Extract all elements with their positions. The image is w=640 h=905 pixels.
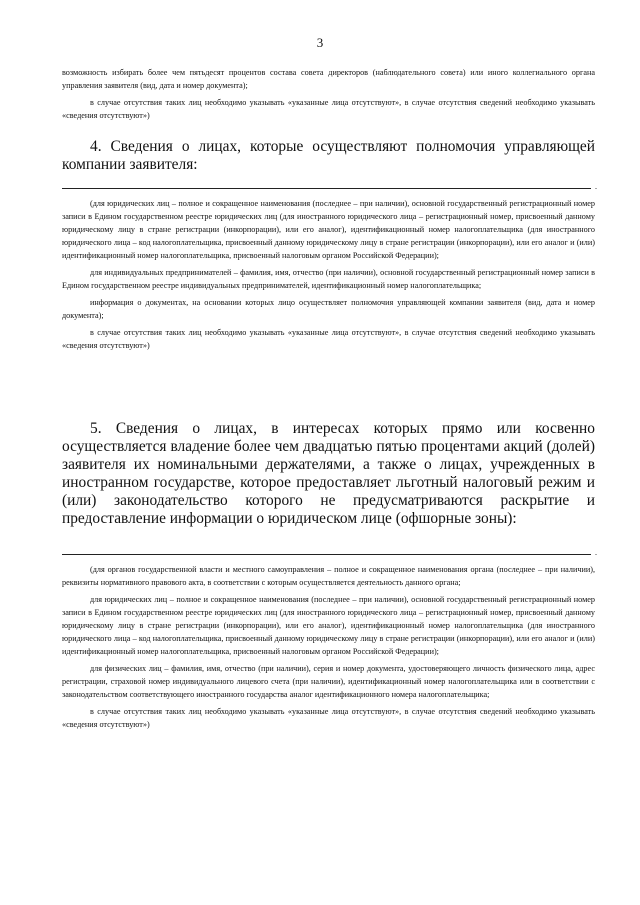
section-4-note-2: для индивидуальных предпринимателей – фамилия, имя, отчество (при наличии), основной государственный регистрационный номер записи в Едином государственном реестре индивидуальных предпринимателей, идентификационный номер налогоплательщика;: [62, 268, 595, 290]
section-5-heading: 5. Сведения о лицах, в интересах которых прямо или косвенно осуществляется владение более чем двадцатью пятью процентами акций (долей) заявителя их номинальными держателями, а также о лицах, учрежденных в иностранном государстве, которое предоставляет льготный налоговый режим и (или) законодательство которого не предусматриваются раскрытие и предоставление информации о юридическом лице (офшорные зоны):: [62, 420, 595, 527]
section-5-fill-line[interactable]: .: [62, 528, 591, 555]
top-paragraph-2: в случае отсутствия таких лиц необходимо указывать «указанные лица отсутствуют», в случае отсутствия сведений необходимо указывать «сведения отсутствуют»): [62, 98, 595, 120]
top-continuation: [62, 66, 595, 122]
section-4-note-3: информация о документах, на основании которых лицо осуществляет полномочия управляющей компании заявителя (вид, дата и номер документа);: [62, 298, 595, 320]
section-4-heading: 4. Сведения о лицах, которые осуществляют полномочия управляющей компании заявителя:: [62, 138, 595, 173]
section-5-note-2: для юридических лиц – полное и сокращенное наименования (последнее – при наличии), основной государственный регистрационный номер записи в Едином государственном реестре юридических лиц (для иностранного юридического лица – регистрационный номер, присвоенный данному юридическому лицу в стране регистрации (инкорпорации), или его аналог), идентификационный номер налогоплательщика (для иностранного юридического лица – код налогоплательщика, присвоенный данному юридическому лицу в стране регистрации (инкорпорации), или его аналог и (или) идентификационный номер налогоплательщика, присвоенный налоговым органом Российской Федерации);: [62, 595, 595, 656]
section-5-note-4: в случае отсутствия таких лиц необходимо указывать «указанные лица отсутствуют», в случае отсутствия сведений необходимо указывать «сведения отсутствуют»): [62, 707, 595, 729]
section-5-note-3: для физических лиц – фамилия, имя, отчество (при наличии), серия и номер документа, удостоверяющего личность физического лица, адрес регистрации, страховой номер индивидуального лицевого счета (при наличии), идентификационный номер налогоплательщика или в соответствии с законодательством соответствующего иностранного государства аналог идентификационного номера налогоплательщика;: [62, 664, 595, 699]
top-paragraph-1: возможность избирать более чем пятьдесят процентов состава совета директоров (наблюдательного совета) или иного коллегиального органа управления заявителя (вид, дата и номер документа);: [62, 68, 595, 90]
page-number: 3: [316, 35, 324, 50]
section-5: [62, 420, 595, 731]
section-4-note-4: в случае отсутствия таких лиц необходимо указывать «указанные лица отсутствуют», в случае отсутствия сведений необходимо указывать «сведения отсутствуют»): [62, 328, 595, 350]
section-4-note-1: (для юридических лиц – полное и сокращенное наименования (последнее – при наличии), основной государственный регистрационный номер записи в Едином государственном реестре юридических лиц (для иностранного юридического лица – регистрационный номер, присвоенный данному юридическому лицу в стране регистрации (инкорпорации), или его аналог), идентификационный номер налогоплательщика (для иностранного юридического лица – код налогоплательщика, присвоенный данному юридическому лицу в стране регистрации (инкорпорации), или его аналог и (или) идентификационный номер налогоплательщика, присвоенный налоговым органом Российской Федерации);: [62, 199, 595, 260]
section-4: [62, 138, 595, 352]
section-5-note-1: (для органов государственной власти и местного самоуправления – полное и сокращенное наименования органа (последнее – при наличии), реквизиты нормативного правового акта, в соответствии с которым осуществляется деятельность данного органа;: [62, 565, 595, 587]
section-4-fill-line[interactable]: .: [62, 174, 591, 189]
